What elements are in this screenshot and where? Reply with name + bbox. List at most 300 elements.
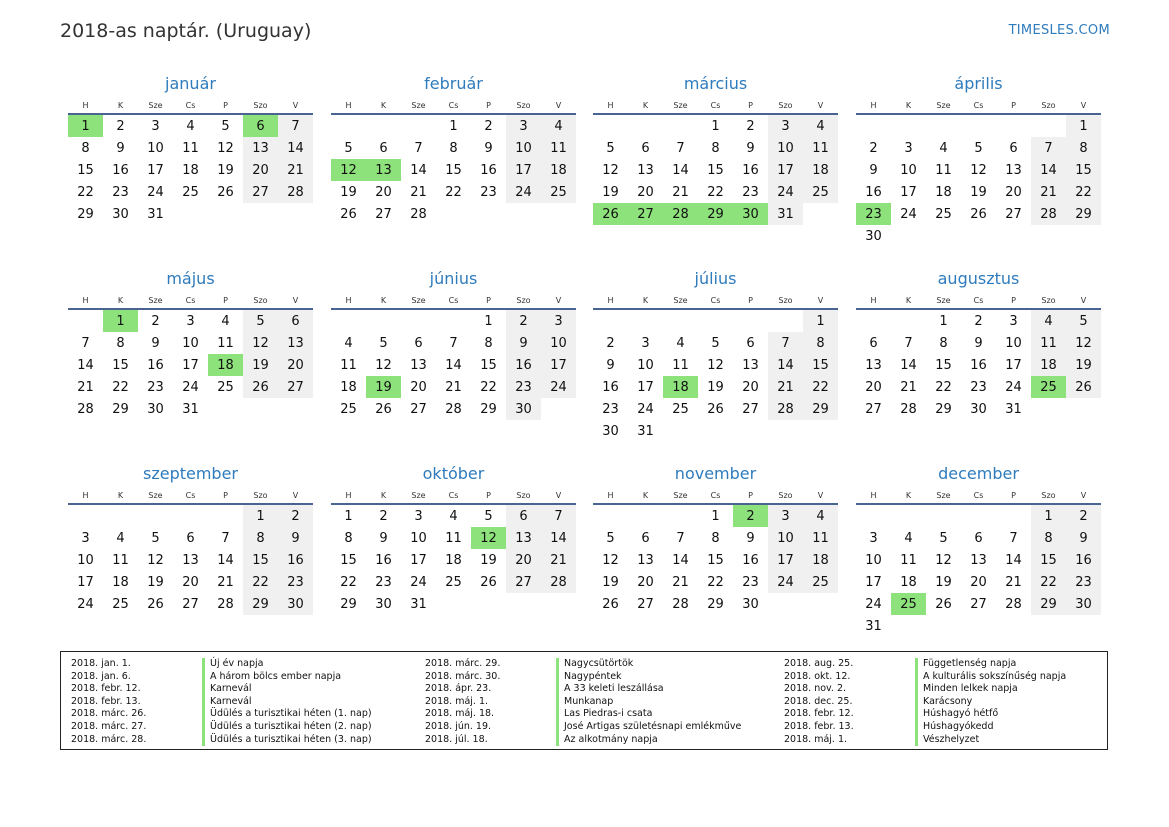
day-cell: 13 (637, 162, 654, 178)
day-cell: 25 (182, 184, 199, 200)
day-cell: 1 (449, 118, 458, 134)
day-cell: 9 (151, 335, 160, 351)
month-name: augusztus (937, 269, 1020, 288)
day-cell: 16 (278, 549, 313, 571)
weekday-header: Cs (436, 292, 471, 309)
empty-cell (961, 615, 996, 637)
day-cell: 19 (707, 379, 724, 395)
day-cell: 25 (891, 593, 926, 615)
day-cell: 8 (1066, 137, 1101, 159)
weekday-header: Cs (436, 97, 471, 114)
day-cell: 7 (81, 335, 90, 351)
weekday-header: H (856, 487, 891, 504)
day-cell: 17 (506, 159, 541, 181)
day-cell: 13 (970, 552, 987, 568)
day-cell: 2 (1066, 504, 1101, 527)
holiday-name: Üdülés a turisztikai héten (3. nap) (202, 734, 372, 747)
day-cell: 31 (637, 423, 654, 439)
empty-cell (733, 420, 768, 442)
day-cell: 26 (340, 206, 357, 222)
day-cell: 5 (711, 335, 720, 351)
empty-cell (1031, 225, 1066, 247)
day-cell: 22 (707, 574, 724, 590)
holiday-list (60, 651, 1108, 750)
month-calendar (68, 268, 313, 420)
day-cell: 2 (484, 118, 493, 134)
holiday-date: 2018. márc. 27. (71, 720, 147, 732)
day-cell: 27 (243, 181, 278, 203)
month-calendar (331, 268, 576, 420)
empty-cell (208, 398, 243, 420)
empty-cell (138, 504, 173, 527)
day-cell: 7 (676, 530, 685, 546)
weekday-header: V (541, 97, 576, 114)
day-cell: 17 (182, 357, 199, 373)
weekday-header: P (208, 487, 243, 504)
month-name: február (424, 74, 483, 93)
weekday-header: Szo (243, 487, 278, 504)
day-cell: 15 (1066, 159, 1101, 181)
day-cell: 11 (182, 140, 199, 156)
empty-cell (1031, 615, 1066, 637)
day-cell: 24 (77, 596, 94, 612)
day-cell: 20 (278, 354, 313, 376)
holiday-date: 2018. nov. 2. (784, 683, 847, 695)
day-cell: 3 (506, 114, 541, 137)
day-cell: 21 (410, 184, 427, 200)
weekday-header: P (733, 292, 768, 309)
day-cell: 26 (147, 596, 164, 612)
day-cell: 18 (900, 574, 917, 590)
weekday-header: V (803, 292, 838, 309)
weekday-header: K (628, 97, 663, 114)
day-cell: 9 (746, 140, 755, 156)
day-cell: 13 (366, 159, 401, 181)
empty-cell (366, 114, 401, 137)
day-cell: 8 (711, 530, 720, 546)
weekday-header: P (471, 292, 506, 309)
day-cell: 23 (602, 401, 619, 417)
empty-cell (243, 398, 278, 420)
empty-cell (471, 593, 506, 615)
day-cell: 19 (970, 184, 987, 200)
weekday-header: K (103, 97, 138, 114)
weekday-header: K (366, 487, 401, 504)
day-cell: 1 (484, 313, 493, 329)
day-cell: 5 (221, 118, 230, 134)
empty-cell (1031, 398, 1066, 420)
weekday-header: Sze (401, 487, 436, 504)
day-cell: 1 (103, 309, 138, 332)
day-cell: 24 (182, 379, 199, 395)
month-calendar (856, 463, 1101, 637)
day-cell: 29 (480, 401, 497, 417)
day-cell: 1 (243, 504, 278, 527)
day-cell: 25 (803, 181, 838, 203)
holiday-name: Üdülés a turisztikai héten (2. nap) (202, 721, 372, 734)
month-name: január (165, 74, 216, 93)
day-cell: 8 (116, 335, 125, 351)
empty-cell (733, 309, 768, 332)
month-calendar (593, 268, 838, 442)
day-cell: 1 (1031, 504, 1066, 527)
weekday-header: K (891, 97, 926, 114)
day-cell: 28 (278, 181, 313, 203)
day-cell: 2 (151, 313, 160, 329)
empty-cell (68, 504, 103, 527)
day-cell: 29 (112, 401, 129, 417)
holiday-date: 2018. aug. 25. (784, 658, 854, 669)
day-cell: 20 (1005, 184, 1022, 200)
empty-cell (996, 615, 1031, 637)
day-cell: 25 (803, 571, 838, 593)
day-cell: 10 (1005, 335, 1022, 351)
day-cell: 30 (970, 401, 987, 417)
empty-cell (208, 203, 243, 225)
month-calendar (331, 463, 576, 615)
day-cell: 16 (742, 552, 759, 568)
weekday-header: Szo (243, 292, 278, 309)
empty-cell (891, 114, 926, 137)
weekday-header: Cs (961, 487, 996, 504)
day-cell: 17 (900, 184, 917, 200)
day-cell: 3 (768, 504, 803, 527)
day-cell: 11 (935, 162, 952, 178)
day-cell: 12 (331, 159, 366, 181)
empty-cell (243, 203, 278, 225)
holiday-date: 2018. máj. 1. (425, 695, 489, 707)
day-cell: 22 (77, 184, 94, 200)
day-cell: 18 (935, 184, 952, 200)
day-cell: 14 (77, 357, 94, 373)
page-title: 2018-as naptár. (Uruguay) (60, 20, 312, 42)
day-cell: 19 (935, 574, 952, 590)
holiday-date: 2018. márc. 29. (425, 658, 501, 669)
holiday-name: A 33 keleti leszállása (556, 683, 664, 696)
day-cell: 24 (147, 184, 164, 200)
day-cell: 15 (112, 357, 129, 373)
empty-cell (436, 309, 471, 332)
day-cell: 28 (768, 398, 803, 420)
day-cell: 6 (243, 114, 278, 137)
day-cell: 14 (900, 357, 917, 373)
day-cell: 11 (541, 137, 576, 159)
day-cell: 9 (746, 530, 755, 546)
day-cell: 17 (1005, 357, 1022, 373)
day-cell: 16 (480, 162, 497, 178)
holiday-name: Minden lelkek napja (915, 683, 1018, 696)
day-cell: 6 (414, 335, 423, 351)
day-cell: 5 (344, 140, 353, 156)
weekday-header: H (331, 487, 366, 504)
month-name: április (954, 74, 1003, 93)
day-cell: 21 (1031, 181, 1066, 203)
day-cell: 19 (480, 552, 497, 568)
day-cell: 6 (641, 530, 650, 546)
day-cell: 21 (900, 379, 917, 395)
day-cell: 3 (541, 309, 576, 332)
day-cell: 28 (672, 596, 689, 612)
day-cell: 5 (974, 140, 983, 156)
empty-cell (663, 114, 698, 137)
day-cell: 16 (865, 184, 882, 200)
day-cell: 3 (186, 313, 195, 329)
empty-cell (663, 504, 698, 527)
day-cell: 14 (768, 354, 803, 376)
site-link[interactable]: TIMESLES.COM (1008, 23, 1110, 38)
day-cell: 29 (707, 596, 724, 612)
day-cell: 1 (711, 508, 720, 524)
day-cell: 1 (68, 114, 103, 137)
empty-cell (1066, 225, 1101, 247)
weekday-header: Sze (401, 292, 436, 309)
day-cell: 10 (410, 530, 427, 546)
day-cell: 6 (186, 530, 195, 546)
month-name: március (683, 74, 748, 93)
day-cell: 2 (746, 118, 755, 134)
day-cell: 10 (147, 140, 164, 156)
day-cell: 8 (243, 527, 278, 549)
day-cell: 30 (375, 596, 392, 612)
day-cell: 12 (970, 162, 987, 178)
day-cell: 30 (506, 398, 541, 420)
day-cell: 3 (81, 530, 90, 546)
day-cell: 22 (243, 571, 278, 593)
day-cell: 26 (217, 184, 234, 200)
day-cell: 20 (182, 574, 199, 590)
empty-cell (891, 225, 926, 247)
day-cell: 16 (147, 357, 164, 373)
day-cell: 11 (445, 530, 462, 546)
weekday-header: Cs (698, 292, 733, 309)
day-cell: 21 (672, 574, 689, 590)
day-cell: 27 (628, 203, 663, 225)
day-cell: 23 (742, 574, 759, 590)
day-cell: 24 (768, 571, 803, 593)
empty-cell (996, 504, 1031, 527)
weekday-header: Szo (768, 292, 803, 309)
empty-cell (926, 114, 961, 137)
day-cell: 25 (1031, 376, 1066, 398)
day-cell: 13 (278, 332, 313, 354)
day-cell: 19 (602, 184, 619, 200)
day-cell: 18 (182, 162, 199, 178)
empty-cell (593, 309, 628, 332)
day-cell: 30 (1066, 593, 1101, 615)
day-cell: 5 (151, 530, 160, 546)
empty-cell (628, 309, 663, 332)
day-cell: 12 (471, 527, 506, 549)
day-cell: 24 (541, 376, 576, 398)
empty-cell (366, 309, 401, 332)
day-cell: 31 (1005, 401, 1022, 417)
day-cell: 14 (672, 552, 689, 568)
weekday-header: H (68, 292, 103, 309)
day-cell: 10 (768, 137, 803, 159)
weekday-header: Sze (663, 292, 698, 309)
day-cell: 11 (217, 335, 234, 351)
weekday-header: V (1066, 292, 1101, 309)
month-name: május (166, 269, 215, 288)
weekday-header: K (891, 487, 926, 504)
day-cell: 10 (541, 332, 576, 354)
day-cell: 2 (974, 313, 983, 329)
month-name: november (674, 464, 757, 483)
day-cell: 30 (602, 423, 619, 439)
day-cell: 5 (484, 508, 493, 524)
day-cell: 27 (278, 376, 313, 398)
day-cell: 26 (935, 596, 952, 612)
month-name: december (938, 464, 1019, 483)
holiday-date: 2018. jan. 6. (71, 670, 131, 682)
holiday-name: Karácsony (915, 696, 972, 709)
day-cell: 9 (606, 357, 615, 373)
day-cell: 29 (935, 401, 952, 417)
day-cell: 9 (278, 527, 313, 549)
day-cell: 28 (900, 401, 917, 417)
day-cell: 13 (637, 552, 654, 568)
day-cell: 17 (541, 354, 576, 376)
holiday-name: Húshagyó hétfő (915, 708, 998, 721)
day-cell: 3 (414, 508, 423, 524)
day-cell: 17 (410, 552, 427, 568)
weekday-header: V (541, 292, 576, 309)
empty-cell (856, 114, 891, 137)
day-cell: 2 (116, 118, 125, 134)
empty-cell (1066, 615, 1101, 637)
empty-cell (961, 114, 996, 137)
day-cell: 22 (935, 379, 952, 395)
empty-cell (856, 309, 891, 332)
holiday-date: 2018. okt. 12. (784, 670, 851, 682)
day-cell: 23 (278, 571, 313, 593)
day-cell: 14 (278, 137, 313, 159)
day-cell: 19 (217, 162, 234, 178)
day-cell: 18 (803, 549, 838, 571)
day-cell: 21 (77, 379, 94, 395)
weekday-header: P (996, 487, 1031, 504)
day-cell: 17 (768, 159, 803, 181)
empty-cell (208, 504, 243, 527)
empty-cell (401, 309, 436, 332)
day-cell: 12 (217, 140, 234, 156)
weekday-header: H (331, 292, 366, 309)
day-cell: 23 (742, 184, 759, 200)
month-calendar (331, 73, 576, 225)
empty-cell (768, 309, 803, 332)
day-cell: 4 (904, 530, 913, 546)
day-cell: 19 (243, 354, 278, 376)
empty-cell (698, 309, 733, 332)
holiday-name: Üdülés a turisztikai héten (1. nap) (202, 708, 372, 721)
day-cell: 4 (449, 508, 458, 524)
day-cell: 12 (935, 552, 952, 568)
day-cell: 28 (410, 206, 427, 222)
day-cell: 16 (375, 552, 392, 568)
day-cell: 21 (541, 549, 576, 571)
empty-cell (891, 615, 926, 637)
empty-cell (961, 504, 996, 527)
day-cell: 26 (480, 574, 497, 590)
weekday-header: V (1066, 97, 1101, 114)
day-cell: 5 (1066, 309, 1101, 332)
day-cell: 6 (641, 140, 650, 156)
day-cell: 17 (768, 549, 803, 571)
empty-cell (471, 203, 506, 225)
day-cell: 14 (410, 162, 427, 178)
day-cell: 8 (484, 335, 493, 351)
weekday-header: Szo (768, 487, 803, 504)
day-cell: 17 (637, 379, 654, 395)
day-cell: 10 (865, 552, 882, 568)
day-cell: 9 (116, 140, 125, 156)
day-cell: 30 (278, 593, 313, 615)
day-cell: 24 (1005, 379, 1022, 395)
holiday-name: Vészhelyzet (915, 734, 979, 747)
day-cell: 18 (340, 379, 357, 395)
day-cell: 29 (803, 398, 838, 420)
day-cell: 18 (541, 159, 576, 181)
empty-cell (926, 225, 961, 247)
day-cell: 29 (698, 203, 733, 225)
day-cell: 10 (182, 335, 199, 351)
day-cell: 16 (970, 357, 987, 373)
weekday-header: Sze (663, 487, 698, 504)
holiday-date: 2018. jún. 19. (425, 720, 492, 732)
day-cell: 15 (935, 357, 952, 373)
holiday-name: José Artigas születésnapi emlékműve (556, 721, 741, 734)
day-cell: 25 (541, 181, 576, 203)
day-cell: 8 (344, 530, 353, 546)
day-cell: 4 (803, 114, 838, 137)
weekday-header: Cs (173, 292, 208, 309)
day-cell: 15 (1031, 549, 1066, 571)
holiday-name: Nagypéntek (556, 671, 622, 684)
day-cell: 16 (506, 354, 541, 376)
holiday-name: Új év napja (202, 658, 263, 671)
day-cell: 12 (602, 162, 619, 178)
day-cell: 14 (217, 552, 234, 568)
day-cell: 12 (243, 332, 278, 354)
weekday-header: Szo (243, 97, 278, 114)
day-cell: 23 (480, 184, 497, 200)
empty-cell (926, 504, 961, 527)
day-cell: 8 (711, 140, 720, 156)
holiday-date: 2018. júl. 18. (425, 733, 488, 745)
day-cell: 18 (663, 376, 698, 398)
day-cell: 22 (707, 184, 724, 200)
day-cell: 16 (1066, 549, 1101, 571)
day-cell: 28 (541, 571, 576, 593)
day-cell: 18 (208, 354, 243, 376)
weekday-header: V (1066, 487, 1101, 504)
day-cell: 27 (375, 206, 392, 222)
weekday-header: Cs (698, 487, 733, 504)
day-cell: 2 (278, 504, 313, 527)
empty-cell (593, 114, 628, 137)
weekday-header: H (331, 97, 366, 114)
day-cell: 22 (803, 376, 838, 398)
empty-cell (891, 309, 926, 332)
day-cell: 25 (445, 574, 462, 590)
day-cell: 10 (506, 137, 541, 159)
day-cell: 29 (1031, 593, 1066, 615)
weekday-header: K (103, 487, 138, 504)
day-cell: 6 (506, 504, 541, 527)
day-cell: 20 (970, 574, 987, 590)
weekday-header: Cs (961, 292, 996, 309)
weekday-header: V (278, 292, 313, 309)
